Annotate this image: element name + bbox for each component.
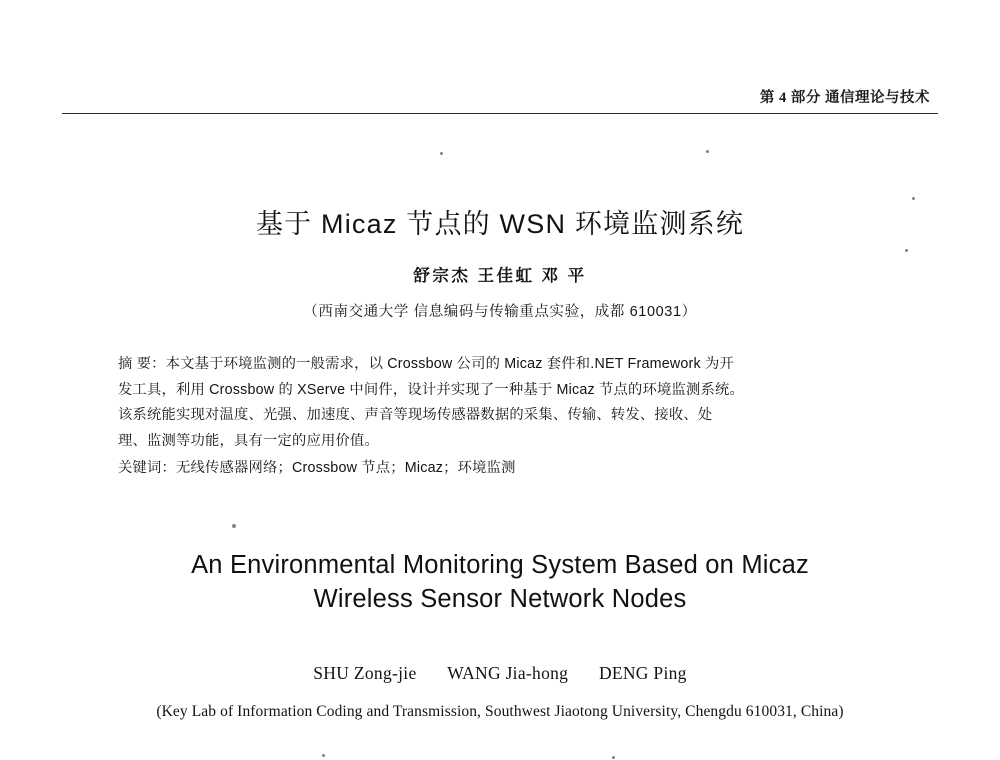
author-en-2: WANG Jia-hong — [447, 663, 569, 683]
page-title-en-line2: Wireless Sensor Network Nodes — [313, 585, 687, 613]
affiliation-cn: （西南交通大学 信息编码与传输重点实验，成都 610031） — [303, 304, 697, 320]
header-rule — [62, 113, 938, 114]
abstract-line: 该系统能实现对温度、光强、加速度、声音等现场传感器数据的采集、传输、转发、接收、处 — [118, 407, 713, 423]
scan-speck — [706, 150, 709, 153]
scan-speck — [232, 524, 236, 528]
authors-en — [0, 663, 1000, 684]
page-bottom-cutoff — [0, 752, 1000, 760]
scan-speck — [440, 152, 443, 155]
running-head: 第 4 部分 通信理论与技术 — [759, 90, 930, 106]
author-en-3: DENG Ping — [598, 663, 687, 683]
scan-speck — [912, 197, 915, 200]
author-en-1: SHU Zong-jie — [313, 663, 417, 683]
page-title-en-line1: An Environmental Monitoring System Based on Micaz — [191, 551, 809, 579]
abstract-line: 理、监测等功能，具有一定的应用价值。 — [118, 432, 379, 449]
keywords-cn: 关键词：无线传感器网络；Crossbow 节点；Micaz；环境监测 — [118, 460, 516, 476]
abstract-line: 发工具，利用 Crossbow 的 XServe 中间件，设计并实现了一种基于 Micaz 节点的环境监测系统。 — [118, 381, 745, 398]
page-title-en — [0, 548, 1000, 616]
abstract-cn — [118, 352, 888, 482]
abstract-line: 摘 要：本文基于环境监测的一般需求，以 Crossbow 公司的 Micaz 套件和.NET Framework 为开 — [118, 356, 735, 372]
affiliation-en: (Key Lab of Information Coding and Transmission, Southwest Jiaotong University, Chengdu 610031, China) — [156, 703, 844, 720]
authors-cn: 舒宗杰 王佳虹 邓 平 — [413, 267, 587, 285]
scan-speck — [905, 249, 908, 252]
page-title-cn: 基于 Micaz 节点的 WSN 环境监测系统 — [255, 209, 745, 240]
